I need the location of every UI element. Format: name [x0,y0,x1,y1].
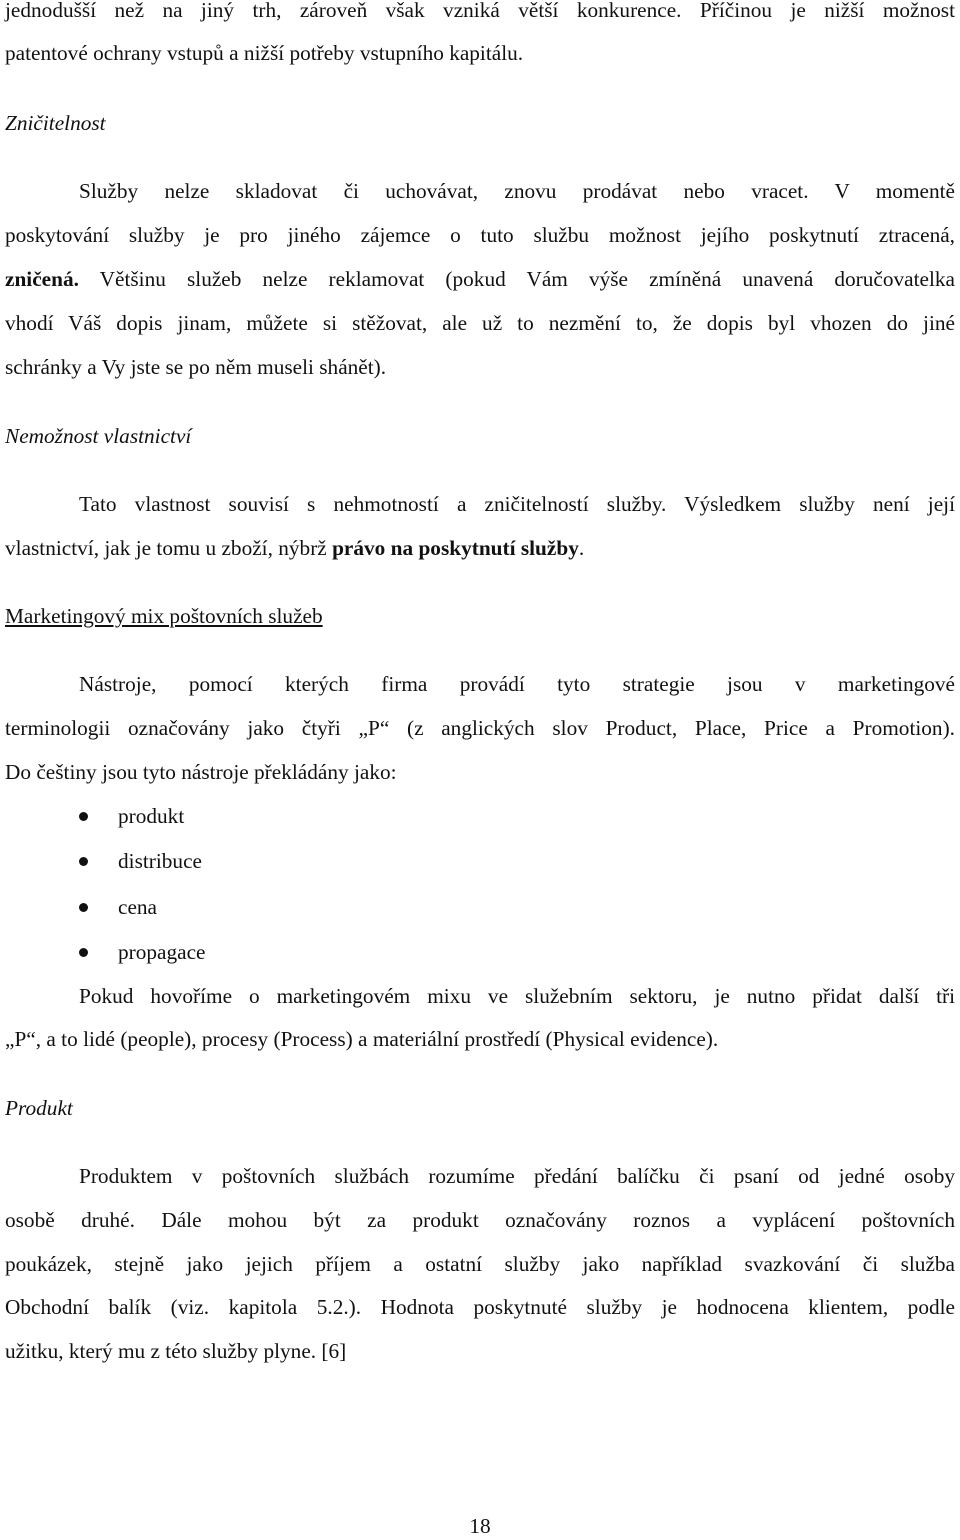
paragraph-text: Většinu služeb nelze reklamovat (pokud Vám výše zmíněná unavená doručovatelka [78,267,955,291]
bold-text: zničená. [5,267,79,291]
bullet-icon [79,857,88,866]
paragraph-line [5,534,955,562]
section-heading-nemoznost: Nemožnost vlastnictví [5,424,192,448]
paragraph-line: jednodušší než na jiný trh, zároveň však vzniká větší konkurence. Příčinou je nižší možnost [5,0,955,22]
section-heading-marketing-mix: Marketingový mix poštovních služeb [5,604,323,628]
list-item-label: produkt [118,804,185,828]
paragraph-line: Produktem v poštovních službách rozumíme předání balíčku či psaní od jedné osoby [79,1164,955,1188]
paragraph-line: patentové ochrany vstupů a nižší potřeby vstupního kapitálu. [5,41,524,65]
bold-text: právo na poskytnutí služby [332,536,579,560]
bullet-icon [79,812,88,821]
paragraph-line: Služby nelze skladovat či uchovávat, znovu prodávat nebo vracet. V momentě [79,179,955,203]
paragraph-line: „P“, a to lidé (people), procesy (Process) a materiální prostředí (Physical evidence). [5,1027,719,1051]
bullet-icon [79,948,88,957]
paragraph-line: Obchodní balík (viz. kapitola 5.2.). Hodnota poskytnuté služby je hodnocena klientem, podle [5,1295,955,1319]
list-item-label: distribuce [118,849,202,873]
section-heading-produkt: Produkt [5,1096,73,1120]
paragraph-line: Do češtiny jsou tyto nástroje překládány jako: [5,760,397,784]
paragraph-line: Nástroje, pomocí kterých firma provádí tyto strategie jsou v marketingové [79,672,955,696]
paragraph-line [5,265,955,293]
paragraph-line: schránky a Vy jste se po něm museli shánět). [5,355,387,379]
paragraph-line: Tato vlastnost souvisí s nehmotností a zničitelností služby. Výsledkem služby není její [79,492,955,516]
paragraph-text: . [578,536,585,560]
page-number: 18 [469,1514,491,1538]
paragraph-line: poukázek, stejně jako jejich příjem a ostatní služby jako například svazkování či služba [5,1252,955,1276]
paragraph-line: Pokud hovoříme o marketingovém mixu ve služebním sektoru, je nutno přidat další tři [79,984,955,1008]
bullet-icon [79,903,88,912]
paragraph-line: užitku, který mu z této služby plyne. [6] [5,1339,347,1363]
section-heading-znicitelnost: Zničitelnost [5,111,106,135]
paragraph-line: vhodí Váš dopis jinam, můžete si stěžovat, ale už to nezmění to, že dopis byl vhozen do jiné [5,311,955,335]
paragraph-text: vlastnictví, jak je tomu u zboží, nýbrž [5,536,333,560]
paragraph-line: terminologii označovány jako čtyři „P“ (z anglických slov Product, Place, Price a Promotion). [5,716,955,740]
paragraph-line: poskytování služby je pro jiného zájemce o tuto službu možnost jejího poskytnutí ztracená, [5,223,955,247]
paragraph-line: osobě druhé. Dále mohou být za produkt označovány roznos a vyplácení poštovních [5,1208,955,1232]
list-item-label: propagace [118,940,206,964]
list-item-label: cena [118,895,158,919]
